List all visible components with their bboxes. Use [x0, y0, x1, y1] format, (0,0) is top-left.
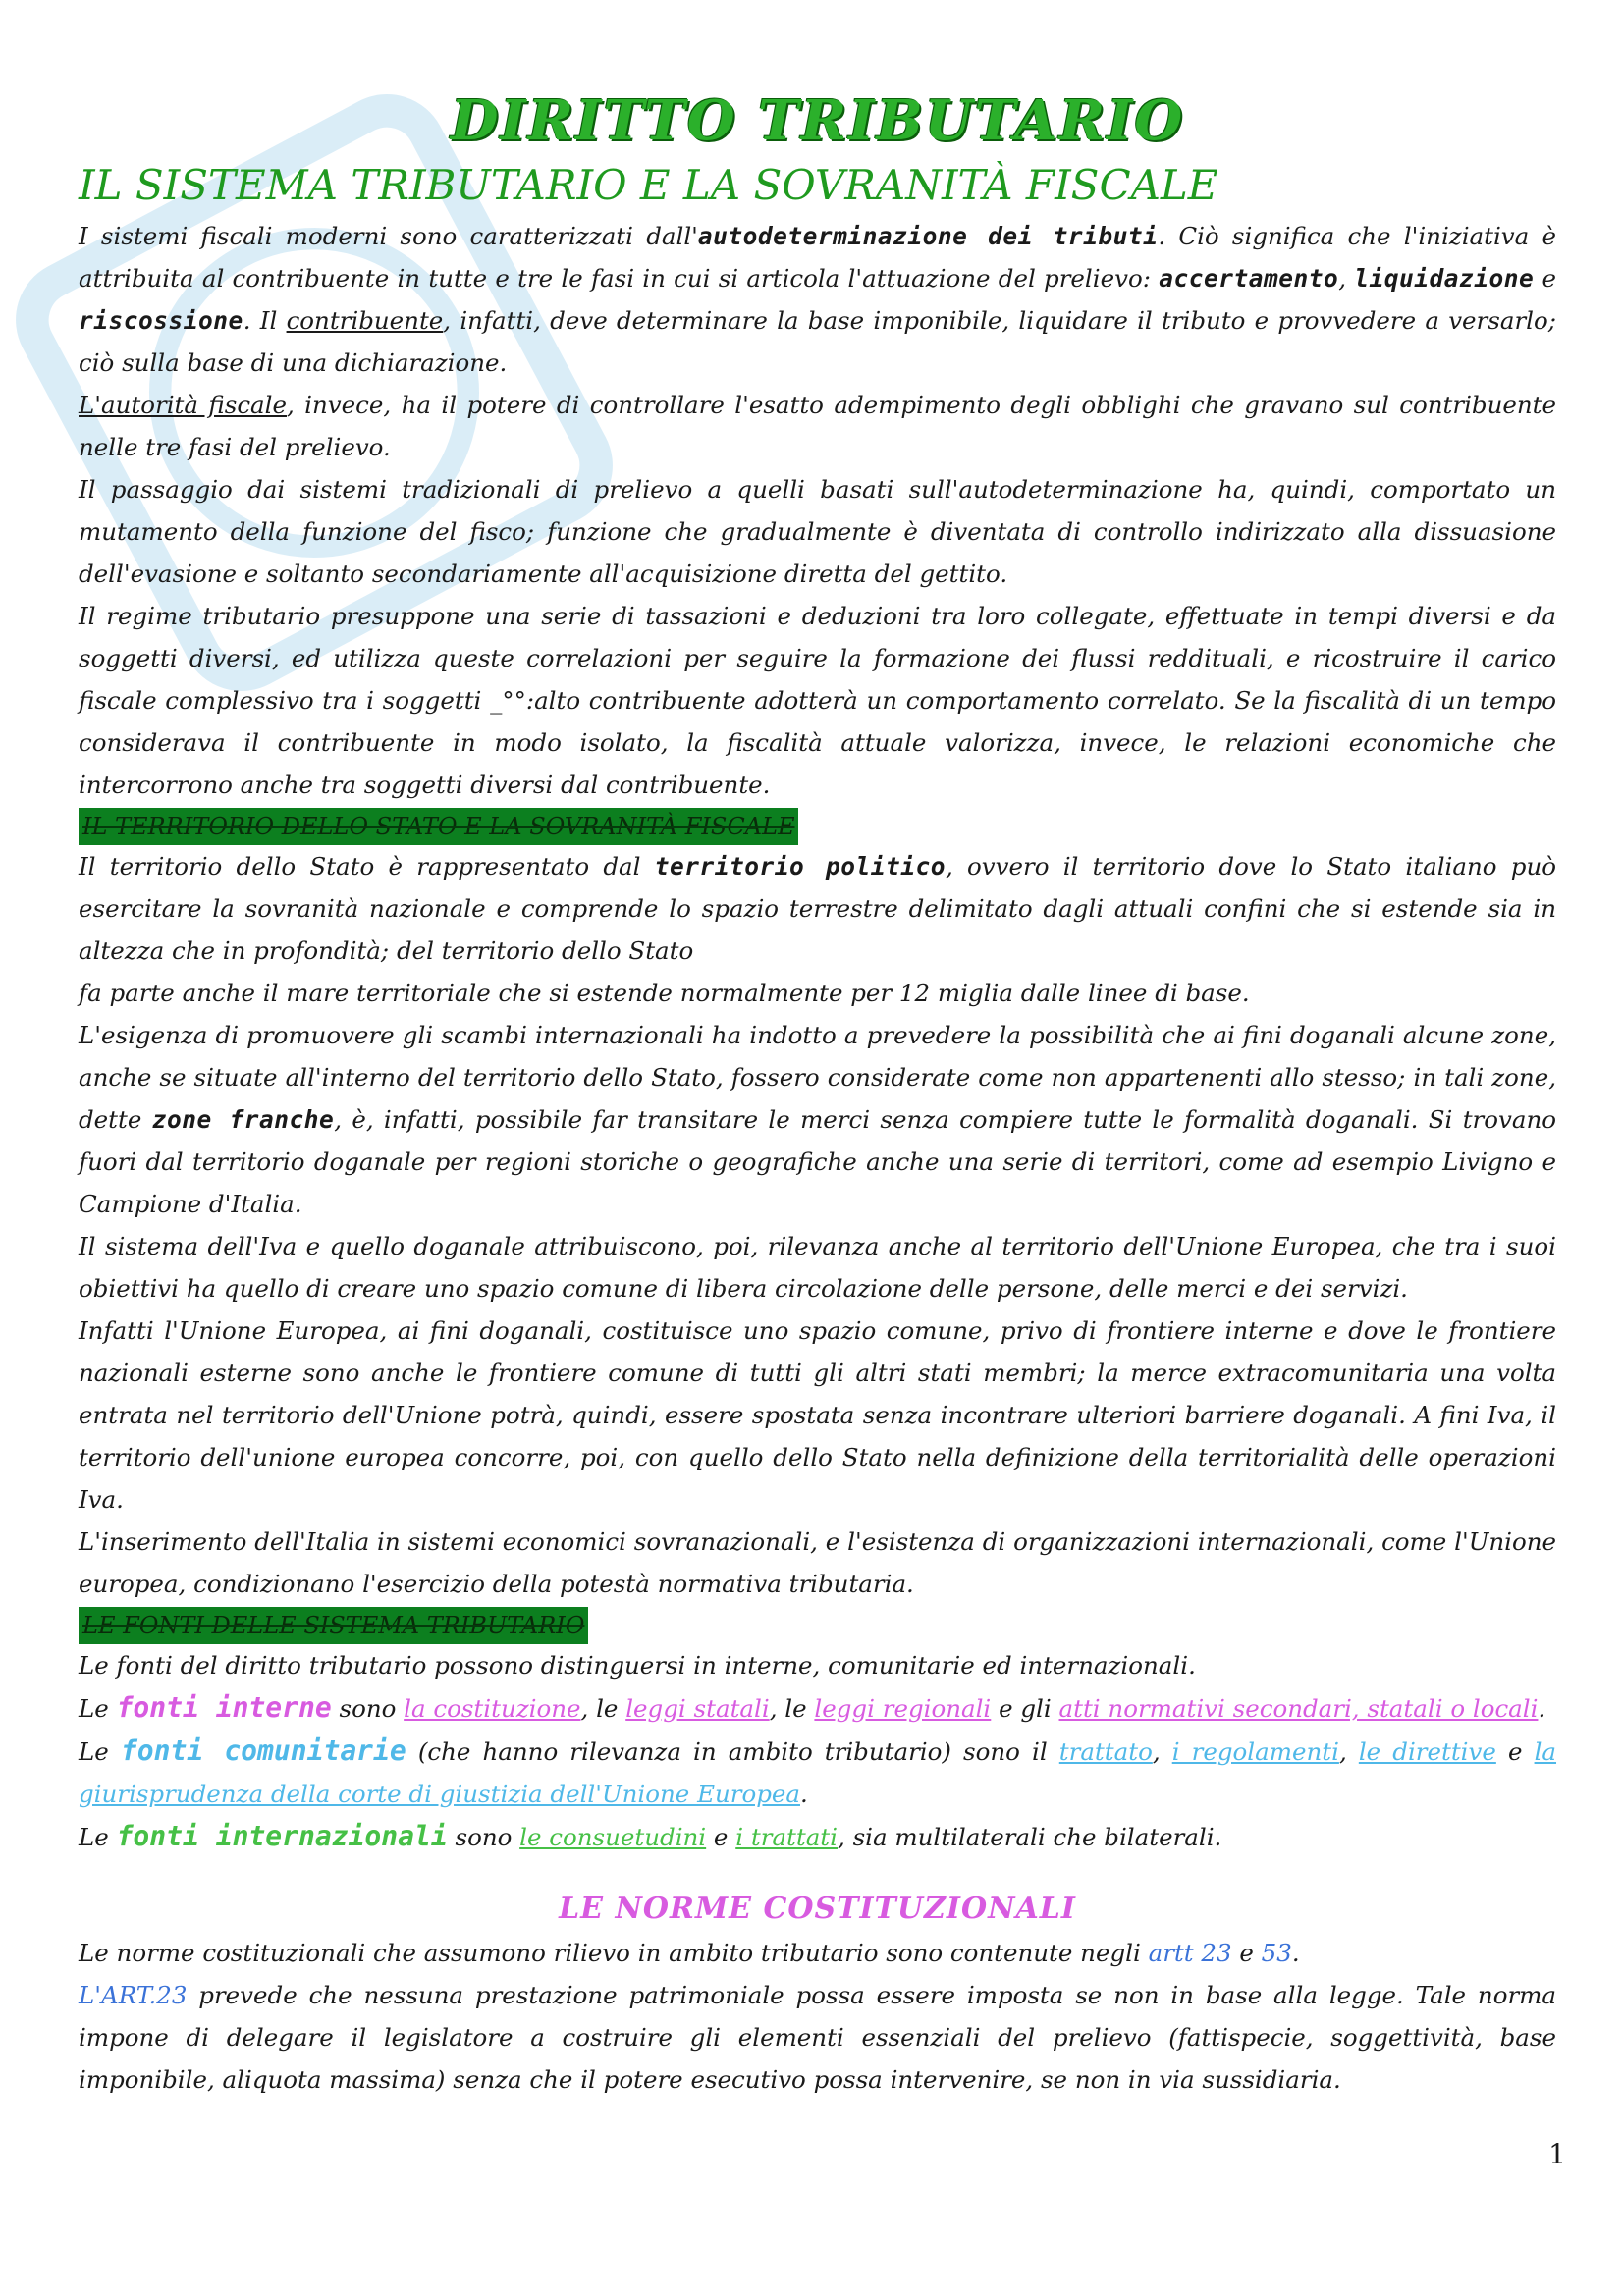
section-title-norme: LE NORME COSTITUZIONALI [559, 1892, 1076, 1926]
paragraph-norme: Le norme costituzionali che assumono rilievo in ambito tributario sono contenute negli artt 23 e 53. [79, 1939, 1300, 1967]
chapter-title: IL SISTEMA TRIBUTARIO E LA SOVRANITÀ FISCALE [79, 161, 1218, 209]
link-trattati: i trattati [735, 1823, 838, 1851]
link-regolamenti: i regolamenti [1171, 1737, 1339, 1766]
link-leggi-statali: leggi statali [625, 1694, 770, 1723]
link-atti-normativi: atti normativi secondari, statali o locali [1058, 1694, 1539, 1723]
keyword-fonti-interne: fonti interne [116, 1691, 332, 1724]
keyword: riscossione [79, 306, 243, 335]
link-costituzione: la costituzione [404, 1694, 581, 1723]
article-ref: 53 [1261, 1939, 1292, 1967]
paragraph-3: Il passaggio dai sistemi tradizionali di prelievo a quelli basati sull'autodeterminazione ha, quindi, comportato un mutamento della funzione del fisco; funzione che gradualmente è diventata di controllo indirizzato alla dissuasione dell'evasione e soltanto secondariamente all'acquisizione diretta del gettito. [79, 475, 1556, 588]
paragraph-1: I sistemi fiscali moderni sono caratterizzati dall'autodeterminazione dei tributi. Ciò significa che l'iniziativa è attribuita al contribuente in tutte e tre le fasi in cui si articola l'attuazione del prelievo: accertamento, liquidazione e riscossione. Il contribuente, infatti, deve determinare la base imponibile, liquidare il tributo e provvedere a versarlo; ciò sulla base di una dichiarazione. [79, 222, 1556, 377]
paragraph-7: L'esigenza di promuovere gli scambi internazionali ha indotto a prevedere la possibilità che ai fini doganali alcune zone, anche se situate all'interno del territorio dello Stato, fossero considerate come non appartenenti allo stesso; in tali zone, dette zone franche, è, infatti, possibile far transitare le merci senza compiere tutte le formalità doganali. Si trovano fuori dal territorio doganale per regioni storiche o geografiche anche una serie di territori, come ad esempio Livigno e Campione d'Italia. [79, 1021, 1556, 1218]
paragraph-fonti-interne: Le fonti interne sono la costituzione, le leggi statali, le leggi regionali e gli atti normativi secondari, statali o locali. [79, 1691, 1546, 1724]
link-leggi-regionali: leggi regionali [814, 1694, 992, 1723]
paragraph-6: fa parte anche il mare territoriale che si estende normalmente per 12 miglia dalle linee di base. [79, 979, 1250, 1007]
keyword: autodeterminazione dei tributi [697, 222, 1159, 250]
document-page [79, 88, 1556, 2101]
link-trattato: trattato [1058, 1737, 1153, 1766]
paragraph-fonti-internazionali: Le fonti internazionali sono le consuetudini e i trattati, sia multilaterali che bilaterali. [79, 1820, 1222, 1852]
document-title: DIRITTO TRIBUTARIO [450, 88, 1185, 153]
keyword-fonti-internazionali: fonti internazionali [116, 1820, 448, 1852]
article-ref: L'ART.23 [79, 1981, 188, 2009]
paragraph-9: Infatti l'Unione Europea, ai fini doganali, costituisce uno spazio comune, privo di frontiere interne e dove le frontiere nazionali esterne sono anche le frontiere comune di tutti gli altri stati membri; la merce extracomunitaria una volta entrata nel territorio dell'Unione potrà, quindi, essere spostata senza incontrare ulteriori barriere doganali. A fini Iva, il territorio dell'unione europea concorre, poi, con quello dello Stato nella definizione della territorialità delle operazioni Iva. [79, 1316, 1556, 1514]
keyword: zone franche [151, 1105, 335, 1134]
paragraph-2: L'autorità fiscale, invece, ha il potere di controllare l'esatto adempimento degli obblighi che gravano sul contribuente nelle tre fasi del prelievo. [79, 391, 1556, 461]
section-heading-territorio: IL TERRITORIO DELLO STATO E LA SOVRANITÀ FISCALE [79, 808, 798, 845]
underlined-term: contribuente [286, 306, 444, 335]
link-direttive: le direttive [1358, 1737, 1496, 1766]
section-heading-fonti: LE FONTI DELLE SISTEMA TRIBUTARIO [79, 1607, 588, 1644]
article-ref: artt 23 [1148, 1939, 1232, 1967]
underlined-term: L'autorità fiscale [79, 391, 287, 419]
link-consuetudini: le consuetudini [519, 1823, 707, 1851]
keyword: territorio politico [654, 852, 946, 881]
page-number: 1 [1548, 2138, 1566, 2170]
paragraph-11: Le fonti del diritto tributario possono distinguersi in interne, comunitarie ed internazionali. [79, 1651, 1196, 1680]
paragraph-8: Il sistema dell'Iva e quello doganale attribuiscono, poi, rilevanza anche al territorio dell'Unione Europea, che tra i suoi obiettivi ha quello di creare uno spazio comune di libera circolazione delle persone, delle merci e dei servizi. [79, 1232, 1556, 1303]
link-giurisprudenza: la giurisprudenza della corte di giustizia dell'Unione Europea [79, 1737, 1557, 1808]
paragraph-10: L'inserimento dell'Italia in sistemi economici sovranazionali, e l'esistenza di organizzazioni internazionali, come l'Unione europea, condizionano l'esercizio della potestà normativa tributaria. [79, 1527, 1556, 1598]
paragraph-4: Il regime tributario presuppone una serie di tassazioni e deduzioni tra loro collegate, effettuate in tempi diversi e da soggetti diversi, ed utilizza queste correlazioni per seguire la formazione dei flussi reddituali, e ricostruire il carico fiscale complessivo tra i soggetti _°°:alto contribuente adotterà un comportamento correlato. Se la fiscalità di un tempo considerava il contribuente in modo isolato, la fiscalità attuale valorizza, invece, le relazioni economiche che intercorrono anche tra soggetti diversi dal contribuente. [79, 602, 1556, 799]
paragraph-fonti-comunitarie: Le fonti comunitarie (che hanno rilevanza in ambito tributario) sono il trattato, i regolamenti, le direttive e la giurisprudenza della corte di giustizia dell'Unione Europea. [79, 1735, 1557, 1808]
keyword: accertamento [1159, 264, 1339, 293]
paragraph-5: Il territorio dello Stato è rappresentato dal territorio politico, ovvero il territorio dove lo Stato italiano può esercitare la sovranità nazionale e comprende lo spazio terrestre delimitato dagli attuali confini che si estende sia in altezza che in profondità; del territorio dello Stato [79, 852, 1556, 965]
paragraph-art23: L'ART.23 prevede che nessuna prestazione patrimoniale possa essere imposta se non in base alla legge. Tale norma impone di delegare il legislatore a costruire gli elementi essenziali del prelievo (fattispecie, soggettività, base imponibile, aliquota massima) senza che il potere esecutivo possa intervenire, se non in via sussidiaria. [79, 1981, 1556, 2094]
keyword-fonti-comunitarie: fonti comunitarie [120, 1735, 406, 1767]
keyword: liquidazione [1354, 264, 1535, 293]
